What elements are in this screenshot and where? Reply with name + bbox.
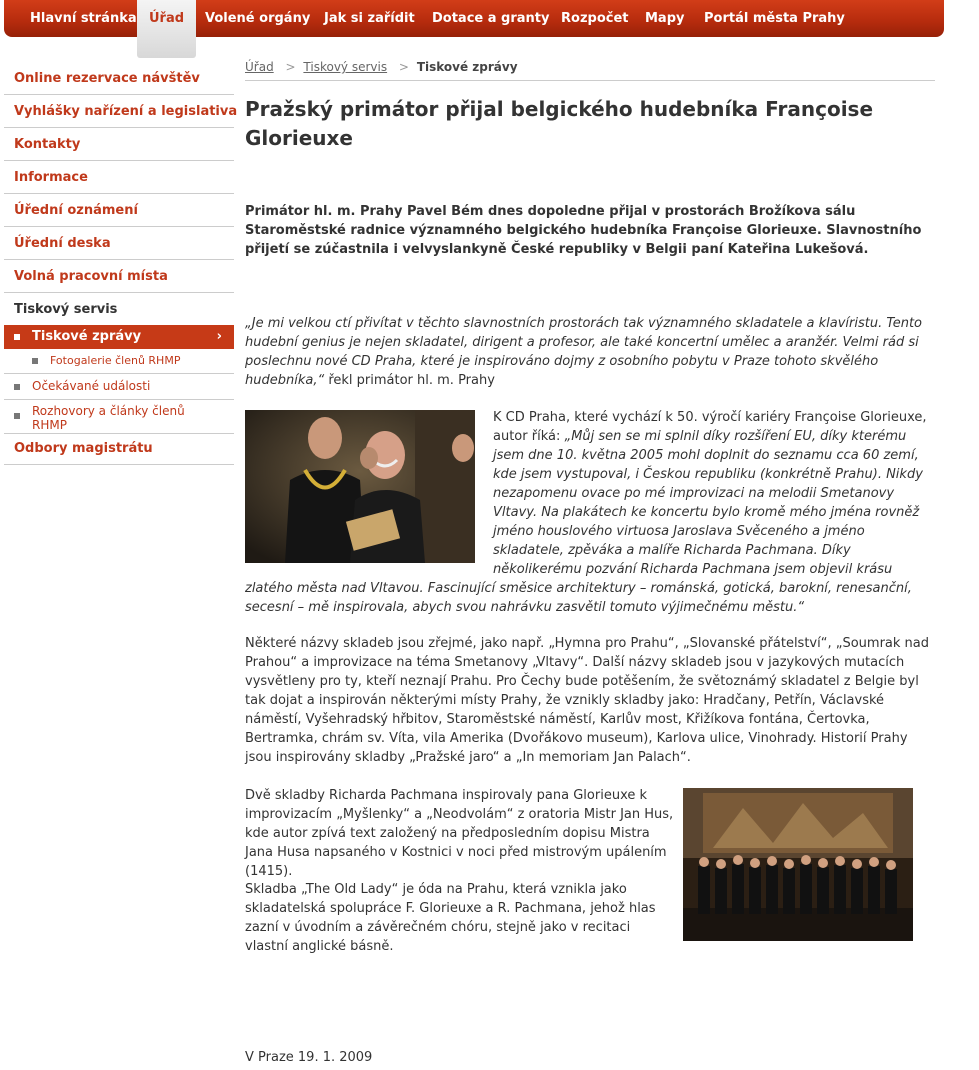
sidebar-item-press-service[interactable]: Tiskový servis — [14, 302, 118, 317]
sidebar-item-jobs[interactable]: Volná pracovní místa — [4, 260, 234, 293]
sidebar-subitem-photogallery[interactable] — [4, 349, 234, 374]
nav-item-maps[interactable]: Mapy — [645, 11, 685, 26]
sidebar-item-official-notices[interactable]: Úřední oznámení — [4, 194, 234, 227]
bullet-icon — [14, 413, 20, 419]
sidebar-item-notice-board[interactable]: Úřední deska — [4, 227, 234, 260]
sidebar-item-contacts[interactable]: Kontakty — [4, 128, 234, 161]
chevron-right-icon: › — [216, 329, 222, 344]
article-paragraph-pachman: Dvě skladby Richarda Pachmana inspirovaly pana Glorieuxe k improvizacím „Myšlenky“ a „Neodvolám“ z oratoria Mistr Jan Hus, kde autor zpívá text založený na předposledním dopisu Mistra Jana Husa napsaného v Kostnici v noci před mistrovým upálením (1415). — [245, 788, 674, 879]
article-title: Pražský primátor přijal belgického hudebníka Françoise Glorieuxe — [245, 97, 874, 150]
sidebar-subitem-label: Fotogalerie členů RHMP — [50, 354, 181, 367]
nav-item-office[interactable]: Úřad — [137, 0, 196, 58]
nav-item-how-to[interactable]: Jak si zařídit — [324, 11, 415, 26]
sidebar-item-legislation[interactable]: Vyhlášky nařízení a legislativa — [4, 95, 234, 128]
top-navigation — [4, 0, 944, 37]
breadcrumb-link-press-service[interactable]: Tiskový servis — [303, 60, 388, 74]
article-paragraph-compositions: Některé názvy skladeb jsou zřejmé, jako např. „Hymna pro Prahu“, „Slovanské přátelství“, „Soumrak nad Prahou“ a improvizace na téma Smetanovy „Vltavy“. Další názvy skladeb jsou v jazykových mutacích vysvětleny pro ty, kteří neznají Prahu. Pro Čechy bude potěšením, že světoznámý skladatel z Belgie byl tak dojat a inspirován některými místy Prahy, že vznikly skladby jako: Hradčany, Petřín, Václavské náměstí, Vyšehradský hřbitov, Staroměstské náměstí, Karlův most, Křižíkova fontána, Čertovka, Bertramka, chrám sv. Víta, vila Amerika (Dvořákovo museum), Karlova ulice, Vinohrady. Historií Prahy jsou inspirovány skladby „Pražské jaro“ a „In memoriam Jan Palach“. — [245, 636, 930, 765]
article-lead: Primátor hl. m. Prahy Pavel Bém dnes dopoledne přijal v prostorách Brožíkova sálu Staroměstské radnice významného belgického hudebníka Françoise Glorieuxe. Slavnostního přijetí se zúčastnila i velvyslankyně České republiky v Belgii paní Kateřina Lukešová. — [245, 204, 922, 257]
sidebar-item-online-reservation[interactable]: Online rezervace návštěv — [4, 62, 234, 95]
sidebar-item-expected-events[interactable] — [4, 374, 234, 400]
bullet-icon — [14, 334, 20, 340]
breadcrumb-link-office[interactable]: Úřad — [245, 60, 274, 74]
sidebar-active-label: Tiskové zprávy — [32, 329, 142, 344]
breadcrumb-separator-icon: > — [285, 60, 296, 74]
composer-quote: „Můj sen se mi splnil díky rozšíření EU, díky kterému jsem dne 10. května 2005 mohl doplnit do seznamu cca 60 zemí, kde jsem vystupoval, i Českou republiku (konkrétně Prahu). Nikdy nezapomenu ovace po mé improvizaci na melodii Smetanovy Vltavy. Na plakátech ke koncertu bylo kromě mého jména rovněž jméno houslového virtuosa Jaroslava Svěceného a jméno skladatele, zpěváka a malíře Richarda Pachmana. Díky několikerému pozvání Richarda Pachmana jsem objevil krásu zlatého města nad Vltavou. Fascinující směsice architektury – románská, gotická, barokní, renesanční, secesní – mě inspirovala, abych svou nahrávku zasvětil tomuto výjimečnému městu.“ — [245, 429, 923, 615]
primator-quote: „Je mi velkou ctí přivítat v těchto slavnostních prostorách tak významného skladatele a klavíristu. Tento hudební genius je nejen skladatel, dirigent a profesor, ale také koncertní umělec a aranžér. Velmi rád si poslechnu nové CD Praha, které je inspirováno dojmy z osobního pobytu v Praze tohoto skvělého hudebníka,“ — [245, 316, 922, 388]
cd-intro-text: K CD Praha, které vychází k 50. výročí kariéry Françoise Glorieuxe, autor říká: — [493, 410, 927, 444]
main-content — [245, 56, 935, 1065]
breadcrumb-separator-icon: > — [398, 60, 409, 74]
nav-item-grants[interactable]: Dotace a granty — [432, 11, 550, 26]
bullet-icon — [32, 358, 38, 364]
sidebar-item-departments[interactable]: Odbory magistrátu — [4, 434, 234, 465]
article-paragraph-quote — [245, 314, 935, 390]
sidebar — [4, 62, 238, 465]
sidebar-item-interviews[interactable] — [4, 400, 234, 434]
article-date: V Praze 19. 1. 2009 — [245, 1050, 373, 1065]
breadcrumb-current: Tiskové zprávy — [416, 60, 518, 74]
photo-group — [683, 788, 913, 941]
sidebar-item-press-releases[interactable] — [4, 325, 234, 349]
nav-item-home[interactable]: Hlavní stránka — [30, 11, 137, 26]
sidebar-item-information[interactable]: Informace — [4, 161, 234, 194]
breadcrumb — [245, 56, 935, 81]
sidebar-subitem-label: Rozhovory a články členů RHMP — [32, 404, 185, 432]
nav-item-city-portal[interactable]: Portál města Prahy — [704, 11, 845, 26]
nav-item-budget[interactable]: Rozpočet — [561, 11, 629, 26]
sidebar-subitem-label: Očekávané události — [32, 379, 151, 393]
article-paragraph-old-lady: Skladba „The Old Lady“ je óda na Prahu, která vznikla jako skladatelská spolupráce F. Glorieuxe a R. Pachmana, jehož hlas zazní v úvodním a závěrečném chóru, stejně jako v recitaci vlastní anglické básně. — [245, 882, 656, 954]
quote-attribution: řekl primátor hl. m. Prahy — [324, 373, 495, 388]
bullet-icon — [14, 384, 20, 390]
nav-item-elected-bodies[interactable]: Volené orgány — [205, 11, 311, 26]
